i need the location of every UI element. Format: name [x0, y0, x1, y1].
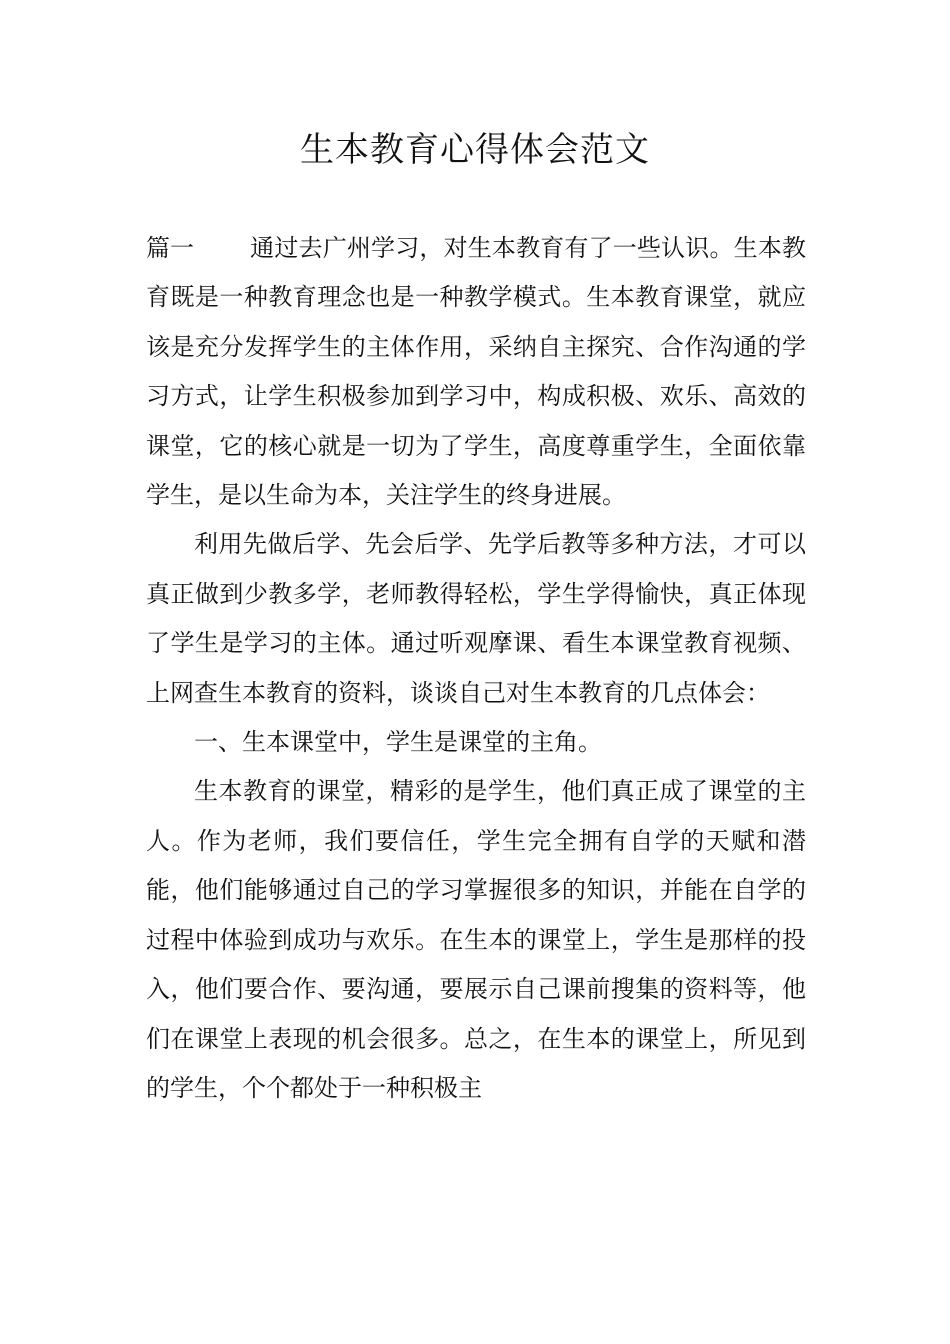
- document-body: [146, 224, 806, 1113]
- paragraph-1: [146, 224, 806, 520]
- paragraph-3: 生本教育的课堂，精彩的是学生，他们真正成了课堂的主人。作为老师，我们要信任，学生完全拥有自学的天赋和潜能，他们能够通过自己的学习掌握很多的知识，并能在自学的过程中体验到成功与欢乐。在生本的课堂上，学生是那样的投入，他们要合作、要沟通，要展示自己课前搜集的资料等，他们在课堂上表现的机会很多。总之，在生本的课堂上，所见到的学生，个个都处于一种积极主: [146, 777, 806, 1102]
- section-heading-1: 一、生本课堂中，学生是课堂的主角。: [194, 728, 602, 757]
- paragraph-2: 利用先做后学、先会后学、先学后教等多种方法，才可以真正做到少教多学，老师教得轻松，学生学得愉快，真正体现了学生是学习的主体。通过听观摩课、看生本课堂教育视频、上网查生本教育的资料，谈谈自己对生本教育的几点体会：: [146, 530, 806, 707]
- section-label: 篇一: [146, 234, 194, 262]
- paragraph-1-text: 通过去广州学习，对生本教育有了一些认识。生本教育既是一种教育理念也是一种教学模式。生本教育课堂，就应该是充分发挥学生的主体作用，采纳自主探究、合作沟通的学习方式，让学生积极参加到学习中，构成积极、欢乐、高效的课堂，它的核心就是一切为了学生，高度尊重学生，全面依靠学生，是以生命为本，关注学生的终身进展。: [146, 234, 806, 510]
- document-title: 生本教育心得体会范文: [300, 130, 650, 170]
